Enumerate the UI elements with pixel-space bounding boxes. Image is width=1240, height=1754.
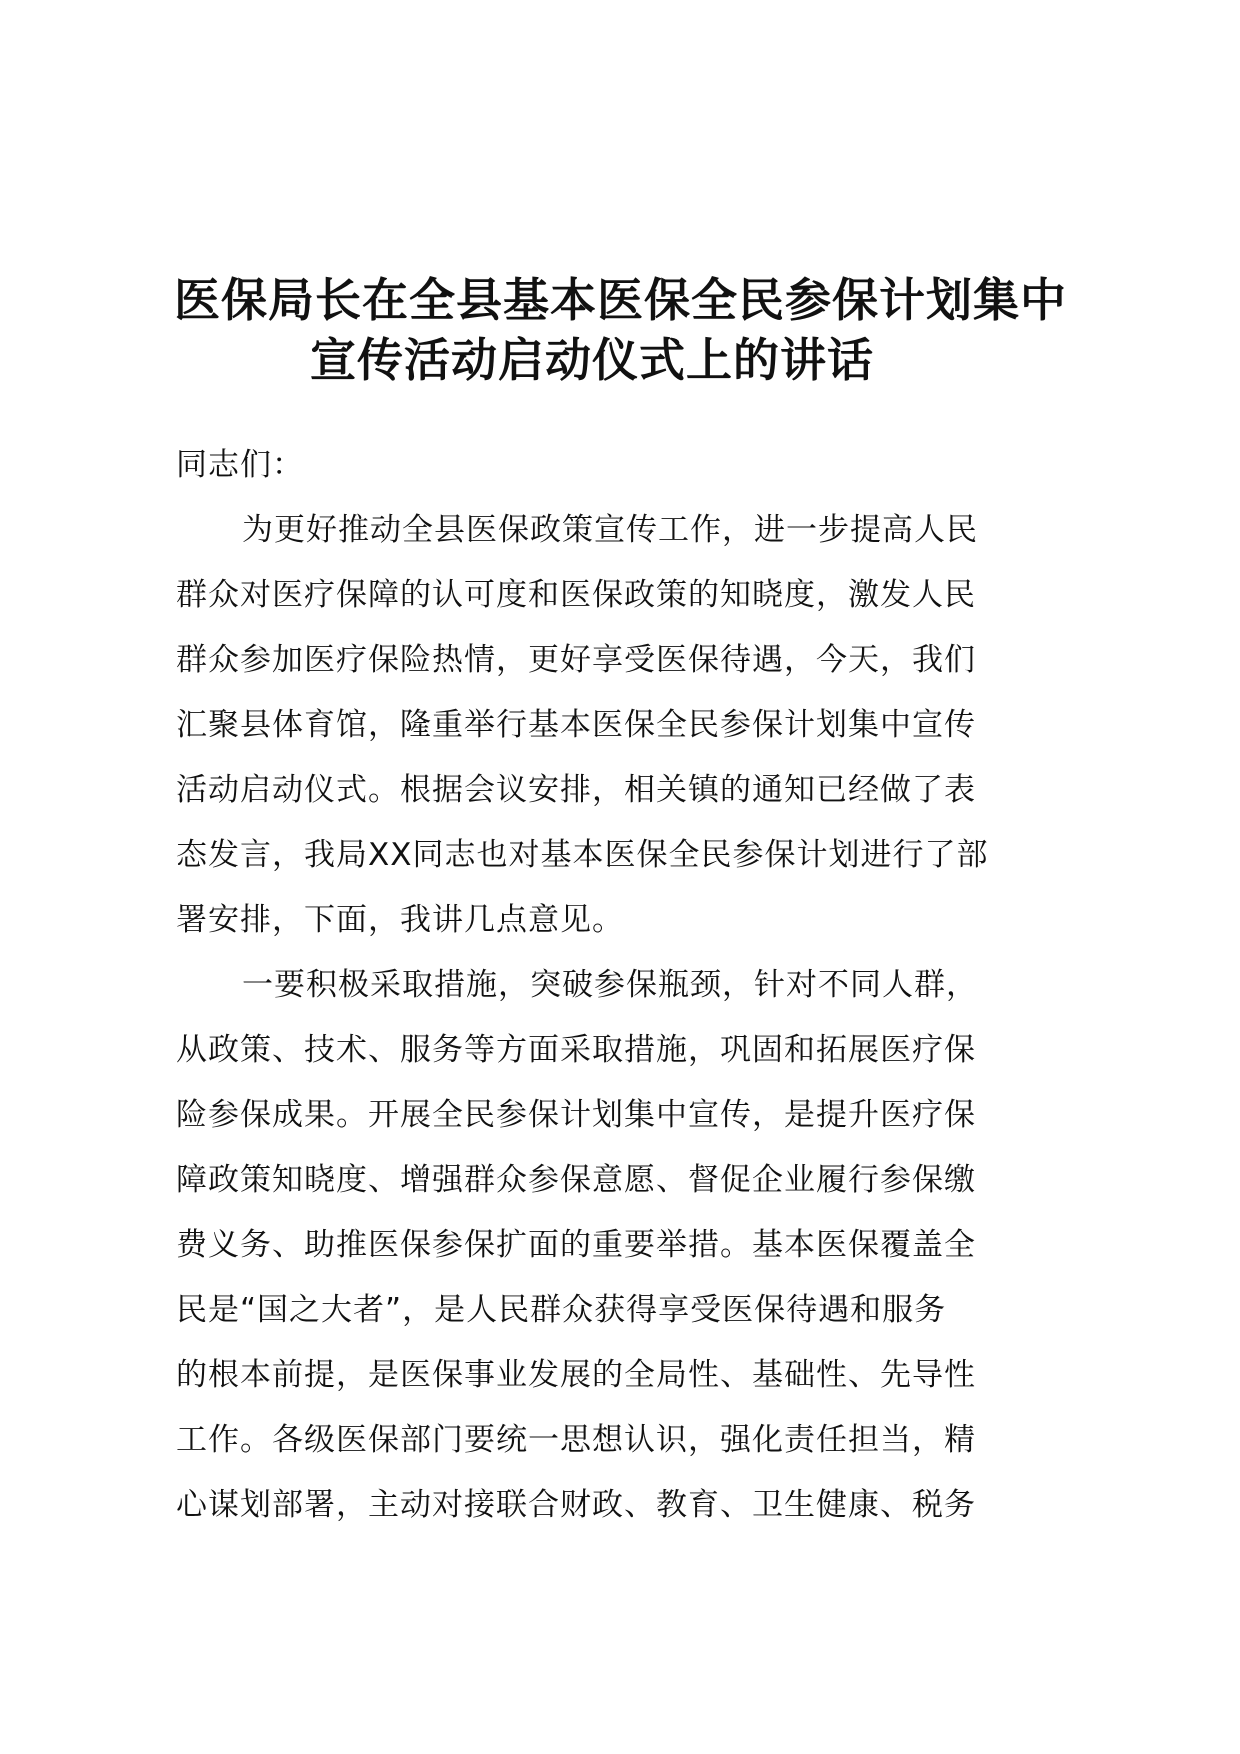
paragraph-line: 态发言，我局XX同志也对基本医保全民参保计划进行了部 <box>176 837 989 873</box>
title-line: 医保局长在全县基本医保全民参保计划集中 <box>174 273 1067 327</box>
paragraph-line: 署安排，下面，我讲几点意见。 <box>176 902 624 938</box>
paragraph-2 <box>176 953 1106 1538</box>
paragraph-line: 险参保成果。开展全民参保计划集中宣传，是提升医疗保 <box>176 1097 976 1133</box>
paragraph-line: 从政策、技术、服务等方面采取措施，巩固和拓展医疗保 <box>176 1032 976 1068</box>
salutation: 同志们： <box>176 447 304 483</box>
paragraph-line: 群众对医疗保障的认可度和医保政策的知晓度，激发人民 <box>176 577 976 613</box>
paragraph-line: 一要积极采取措施，突破参保瓶颈，针对不同人群， <box>242 967 978 1003</box>
paragraph-line: 群众参加医疗保险热情，更好享受医保待遇，今天，我们 <box>176 642 976 678</box>
paragraph-line: 费义务、助推医保参保扩面的重要举措。基本医保覆盖全 <box>176 1227 976 1263</box>
paragraph-line: 的根本前提，是医保事业发展的全局性、基础性、先导性 <box>176 1357 976 1393</box>
paragraph-line: 活动启动仪式。根据会议安排，相关镇的通知已经做了表 <box>176 772 976 808</box>
paragraph-line: 汇聚县体育馆，隆重举行基本医保全民参保计划集中宣传 <box>176 707 976 743</box>
paragraph-line: 工作。各级医保部门要统一思想认识，强化责任担当，精 <box>176 1422 976 1458</box>
paragraph-line: 心谋划部署，主动对接联合财政、教育、卫生健康、税务 <box>176 1487 976 1523</box>
title-line: 宣传活动启动仪式上的讲话 <box>310 333 874 387</box>
paragraph-line: 障政策知晓度、增强群众参保意愿、督促企业履行参保缴 <box>176 1162 976 1198</box>
document-body <box>176 433 1106 1538</box>
paragraph-line: 民是“国之大者”，是人民群众获得享受医保待遇和服务 <box>176 1292 947 1328</box>
document-title <box>160 270 1100 390</box>
paragraph-line: 为更好推动全县医保政策宣传工作，进一步提高人民 <box>242 512 978 548</box>
paragraph-1 <box>176 498 1106 953</box>
